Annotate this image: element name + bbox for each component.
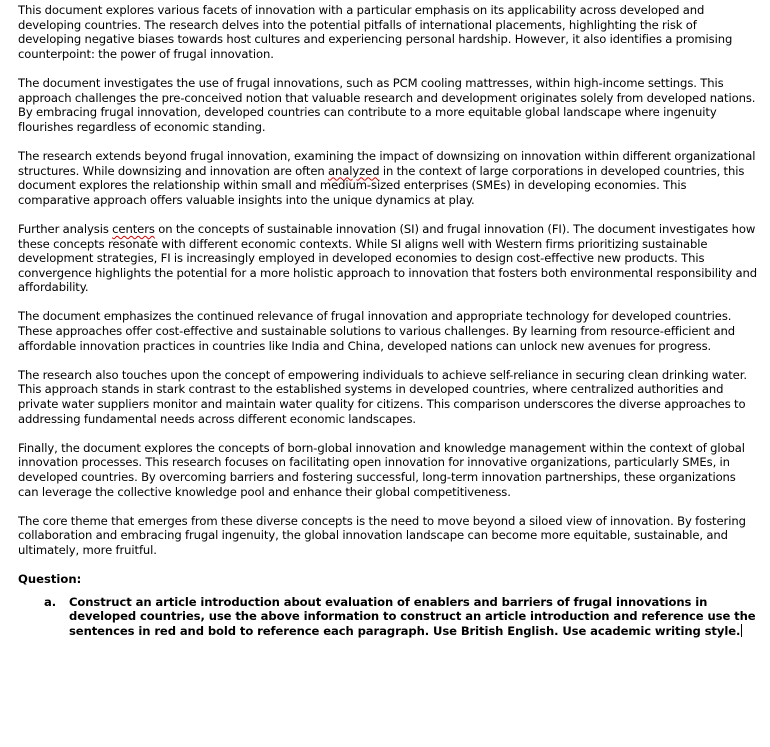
paragraph-text: on the concepts of sustainable innovation (SI) and frugal innovation (FI). The document investigates how these concepts resonate with different economic contexts. While SI aligns well with Western firms prioritizing sustainable development strategies, FI is increasingly employed in developed economies to design cost-effective new products. This convergence highlights the potential for a more holistic approach to innovation that fosters both environmental responsibility and affordability.: [18, 221, 758, 295]
paragraph-appropriate-technology: The document emphasizes the continued relevance of frugal innovation and appropriate technology for developed countries. These approaches offer cost-effective and sustainable solutions to various challenges. By learning from resource-efficient and affordable innovation practices in countries like India and China, developed nations can unlock new avenues for progress.: [18, 309, 735, 353]
paragraph-sustainable-innovation: [18, 222, 758, 295]
paragraph-text: The research extends beyond frugal innovation, examining the impact of downsizing on innovation within different organizational structures. While downsizing and innovation are often: [18, 148, 756, 178]
paragraph-text: Further analysis: [18, 221, 113, 236]
document-page[interactable]: [18, 3, 758, 639]
text-cursor: [741, 624, 742, 637]
question-text[interactable]: Construct an article introduction about evaluation of enablers and barriers of frugal innovations in developed countries, use the above information to construct an article introduction and reference use the sentences in red and bold to reference each paragraph. Use British English. Use academic writing style.: [69, 594, 756, 638]
paragraph-frugal-high-income: The document investigates the use of frugal innovations, such as PCM cooling mattresses, within high-income settings. This approach challenges the pre-conceived notion that valuable research and development originates solely from developed nations. By embracing frugal innovation, developed countries can contribute to a more equitable global landscape where ingenuity flourishes regardless of economic standing.: [18, 75, 756, 134]
paragraph-intro: This document explores various facets of innovation with a particular emphasis on its applicability across developed and developing countries. The research delves into the potential pitfalls of international placements, highlighting the risk of developing negative biases towards host cultures and experiencing personal hardship. However, it also identifies a promising counterpoint: the power of frugal innovation.: [18, 3, 733, 61]
spellcheck-flagged-word[interactable]: analyzed: [328, 163, 380, 178]
paragraph-core-theme: The core theme that emerges from these diverse concepts is the need to move beyond a siloed view of innovation. By fostering collaboration and embracing frugal ingenuity, the global innovation landscape can become more equitable, sustainable, and ultimately, more fruitful.: [18, 513, 746, 557]
list-marker: a.: [44, 594, 57, 609]
spellcheck-flagged-word[interactable]: centers: [112, 221, 155, 236]
paragraph-text: in the context of large corporations in developed countries, this document explores the relationship within small and medium-sized enterprises (SMEs) in developing economies. This comparative approach offers valuable insights into the unique dynamics at play.: [18, 163, 745, 207]
question-heading: Question:: [18, 572, 82, 587]
question-list: [18, 595, 758, 639]
paragraph-drinking-water: The research also touches upon the concept of empowering individuals to achieve self-reliance in securing clean drinking water. This approach stands in stark contrast to the established systems in developed countries, where centralized authorities and private water suppliers monitor and maintain water quality for citizens. This comparison underscores the diverse approaches to addressing fundamental needs across different economic landscapes.: [18, 367, 747, 426]
question-item: [18, 595, 758, 639]
paragraph-born-global: Finally, the document explores the concepts of born-global innovation and knowledge management within the context of global innovation processes. This research focuses on facilitating open innovation for innovative organizations, particularly SMEs, in developed countries. By overcoming barriers and fostering successful, long-term innovation partnerships, these organizations can leverage the collective knowledge pool and enhance their global competitiveness.: [18, 440, 745, 499]
paragraph-downsizing: [18, 149, 758, 207]
